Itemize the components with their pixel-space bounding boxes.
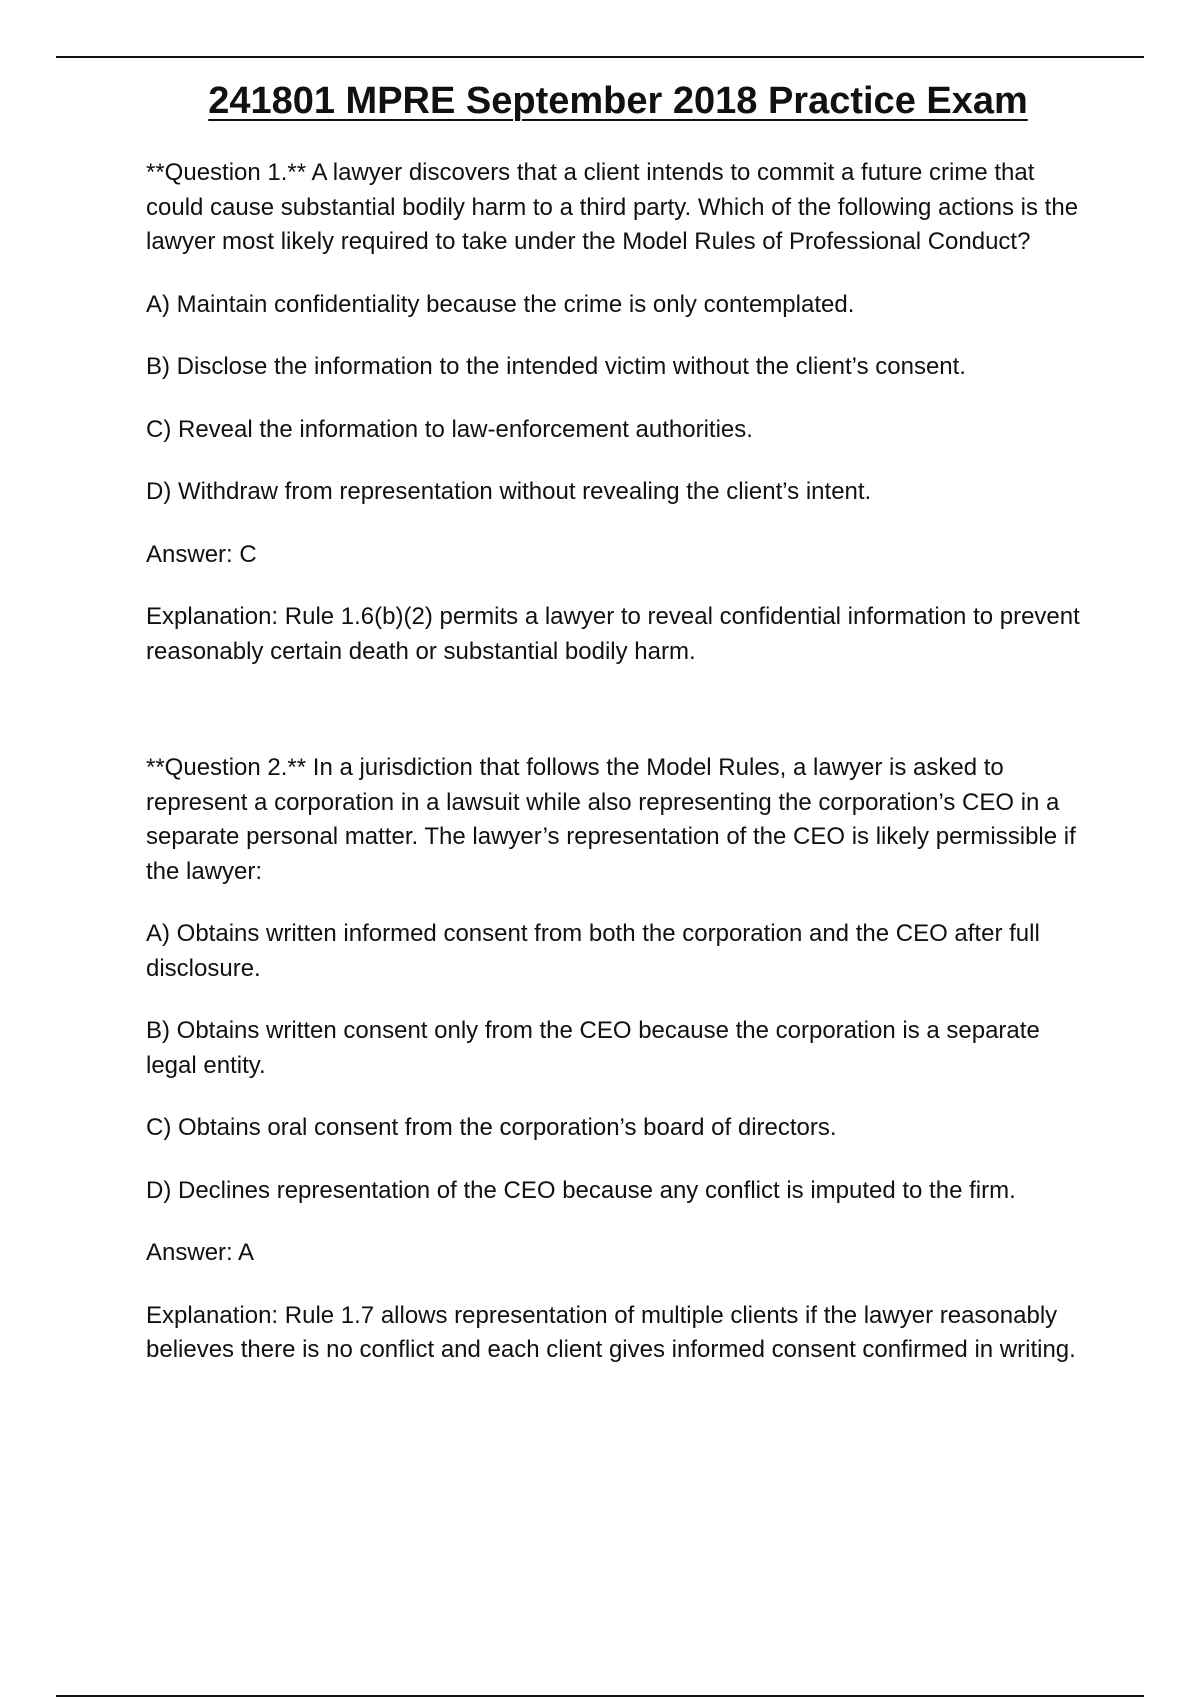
question-2-explanation: Explanation: Rule 1.7 allows representation of multiple clients if the lawyer reasonably believes there is no conflict and each client gives informed consent confirmed in writing. [146, 1301, 1076, 1363]
question-1-answer: Answer: C [146, 540, 257, 568]
bottom-divider [56, 1695, 1144, 1697]
question-1-prompt: **Question 1.** A lawyer discovers that a client intends to commit a future crime that could cause substantial bodily harm to a third party. Which of the following actions is the lawyer most likely required to take under the Model Rules of Professional Conduct? [146, 159, 1079, 255]
document-page [146, 72, 1090, 1368]
question-2-answer: Answer: A [146, 1239, 255, 1266]
question-2-prompt: **Question 2.** In a jurisdiction that follows the Model Rules, a lawyer is asked to represent a corporation in a lawsuit while also representing the corporation’s CEO in a separate personal matter. The lawyer’s representation of the CEO is likely permissible if the lawyer: [146, 754, 1076, 885]
question-1 [146, 156, 1090, 669]
question-1-explanation: Explanation: Rule 1.6(b)(2) permits a lawyer to reveal confidential information to prevent reasonably certain death or substantial bodily harm. [146, 603, 1080, 665]
document-title: 241801 MPRE September 2018 Practice Exam [208, 80, 1028, 122]
question-1-option-b: B) Disclose the information to the intended victim without the client’s consent. [146, 353, 966, 380]
top-divider [56, 56, 1144, 58]
question-2-option-b: B) Obtains written consent only from the CEO because the corporation is a separate legal entity. [146, 1017, 1040, 1079]
question-2-option-a: A) Obtains written informed consent from both the corporation and the CEO after full disclosure. [146, 920, 1040, 982]
question-1-option-a: A) Maintain confidentiality because the crime is only contemplated. [146, 290, 855, 318]
question-2-option-d: D) Declines representation of the CEO because any conflict is imputed to the firm. [146, 1176, 1016, 1204]
question-1-option-d: D) Withdraw from representation without revealing the client’s intent. [146, 478, 872, 505]
question-1-option-c: C) Reveal the information to law-enforcement authorities. [146, 415, 753, 443]
question-2 [146, 751, 1090, 1368]
question-2-option-c: C) Obtains oral consent from the corporation’s board of directors. [146, 1114, 837, 1141]
